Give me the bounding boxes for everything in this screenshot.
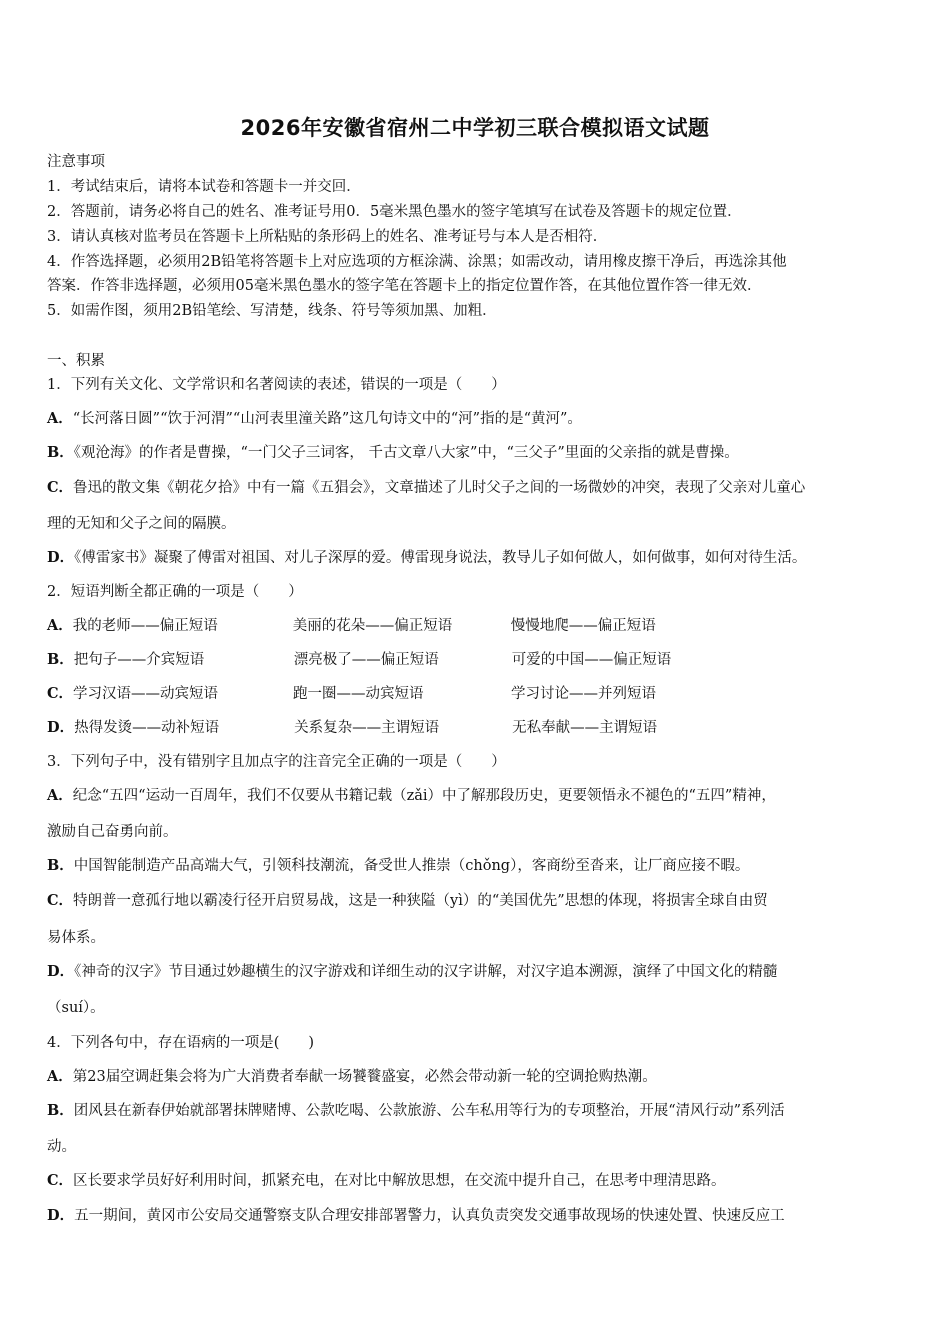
option-c (47, 684, 912, 704)
option-label: D． (47, 963, 75, 980)
option-label: B． (47, 651, 74, 668)
option-label: C． (47, 1172, 74, 1189)
option-c (47, 891, 912, 911)
question-stem: 4．下列各句中，存在语病的一项是( ) (47, 1035, 315, 1051)
notice-item: 答案．作答非选择题，必须用05毫米黑色墨水的签字笔在答题卡上的指定位置作答，在其他位置作答一律无效． (47, 278, 762, 294)
option-b-continued: 动。 (47, 1139, 76, 1155)
option-d-continued: （suí）。 (47, 1000, 105, 1016)
question-stem: 3．下列句子中，没有错别字且加点字的注音完全正确的一项是（ ） (47, 754, 506, 770)
option-a (47, 1067, 912, 1087)
option-col-3: 学习讨论——并列短语 (511, 686, 657, 702)
option-c (47, 478, 912, 498)
option-label: C． (47, 685, 74, 702)
option-col-2: 漂亮极了——偏正短语 (293, 652, 439, 668)
option-label: A． (47, 617, 73, 634)
option-c-continued: 理的无知和父子之间的隔膜。 (47, 516, 236, 532)
option-text: 《观沧海》的作者是曹操，“一门父子三词客， 千古文章八大家”中，“三父子”里面的父亲指的就是曹操。 (73, 445, 739, 461)
option-col-1: 把句子——介宾短语 (73, 652, 205, 668)
page-title: 2026年安徽省宿州二中学初三联合模拟语文试题 (240, 116, 710, 140)
option-text: 《神奇的汉字》节目通过妙趣横生的汉字游戏和详细生动的汉字讲解，对汉字追本溯源，演绎了中国文化的精髓 (74, 964, 778, 980)
option-text: 特朗普一意孤行地以霸凌行径开启贸易战，这是一种狭隘（yì）的“美国优先”思想的体现，将损害全球自由贸 (73, 893, 768, 909)
notice-item: 3．请认真核对监考员在答题卡上所粘贴的条形码上的姓名、准考证号与本人是否相符． (47, 229, 608, 245)
option-col-1: 热得发烫——动补短语 (74, 720, 220, 736)
option-text: 鲁迅的散文集《朝花夕拾》中有一篇《五猖会》，文章描述了儿时父子之间的一场微妙的冲突，表现了父亲对儿童心 (73, 480, 806, 496)
option-c-continued: 易体系。 (47, 930, 105, 946)
option-b (47, 650, 912, 670)
option-b (47, 856, 912, 876)
option-label: C． (47, 892, 74, 909)
option-text: 《傅雷家书》凝聚了傅雷对祖国、对儿子深厚的爱。傅雷现身说法，教导儿子如何做人，如何做事，如何对待生活。 (74, 550, 807, 566)
question-stem: 2．短语判断全都正确的一项是（ ） (47, 584, 303, 600)
option-label: C． (47, 479, 74, 496)
option-label: A． (47, 410, 73, 427)
option-col-3: 可爱的中国——偏正短语 (511, 652, 672, 668)
option-text: 五一期间，黄冈市公安局交通警察支队合理安排部署警力，认真负责突发交通事故现场的快速处置、快速反应工 (74, 1208, 785, 1224)
option-b (47, 443, 912, 463)
option-text: 中国智能制造产品高端大气，引领科技潮流，备受世人推崇（chǒng），客商纷至沓来，让厂商应接不暇。 (73, 858, 750, 874)
option-d (47, 548, 912, 568)
option-label: A． (47, 787, 73, 804)
option-label: A． (47, 1068, 73, 1085)
option-text: 第23届空调赶集会将为广大消费者奉献一场饕餮盛宴，必然会带动新一轮的空调抢购热潮。 (72, 1069, 657, 1085)
option-col-1: 我的老师——偏正短语 (72, 618, 218, 634)
option-col-3: 慢慢地爬——偏正短语 (510, 618, 656, 634)
option-col-1: 学习汉语——动宾短语 (73, 686, 219, 702)
option-d (47, 718, 912, 738)
option-a (47, 616, 912, 636)
option-col-3: 无私奉献——主谓短语 (512, 720, 658, 736)
option-label: D． (47, 549, 75, 566)
option-col-2: 美丽的花朵——偏正短语 (292, 618, 453, 634)
option-label: B． (47, 857, 74, 874)
notice-heading: 注意事项 (47, 154, 105, 170)
option-d (47, 1206, 912, 1226)
option-label: D． (47, 1207, 75, 1224)
option-c (47, 1171, 912, 1191)
question-stem: 1．下列有关文化、文学常识和名著阅读的表述，错误的一项是（ ） (47, 377, 506, 393)
option-a (47, 786, 912, 806)
option-b (47, 1101, 912, 1121)
notice-item: 5．如需作图，须用2B铅笔绘、写清楚，线条、符号等须加黑、加粗． (47, 303, 497, 319)
notice-item: 2．答题前，请务必将自己的姓名、准考证号用0．5毫米黑色墨水的签字笔填写在试卷及答题卡的规定位置． (47, 204, 742, 220)
option-a (47, 409, 912, 429)
option-label: B． (47, 444, 74, 461)
option-col-2: 跑一圈——动宾短语 (293, 686, 424, 702)
option-d (47, 962, 912, 982)
section-heading: 一、积累 (47, 353, 105, 369)
option-text: “长河落日圆”“饮于河渭”“山河表里潼关路”这几句诗文中的“河”指的是“黄河”。 (72, 411, 582, 427)
notice-item: 4．作答选择题，必须用2B铅笔将答题卡上对应选项的方框涂满、涂黑；如需改动，请用橡皮擦干净后，再选涂其他 (47, 254, 787, 270)
option-label: B． (47, 1102, 74, 1119)
option-text: 纪念“五四“运动一百周年，我们不仅要从书籍记载（zǎi）中了解那段历史，更要领悟永不褪色的“五四”精神， (72, 788, 776, 804)
option-text: 团风县在新春伊始就部署抹牌赌博、公款吃喝、公款旅游、公车私用等行为的专项整治，开展“清风行动”系列活 (73, 1103, 785, 1119)
option-a-continued: 激励自己奋勇向前。 (47, 824, 178, 840)
option-col-2: 关系复杂——主谓短语 (294, 720, 440, 736)
notice-item: 1．考试结束后，请将本试卷和答题卡一并交回． (47, 179, 361, 195)
option-text: 区长要求学员好好利用时间，抓紧充电，在对比中解放思想，在交流中提升自己，在思考中理清思路。 (73, 1173, 726, 1189)
option-label: D． (47, 719, 75, 736)
